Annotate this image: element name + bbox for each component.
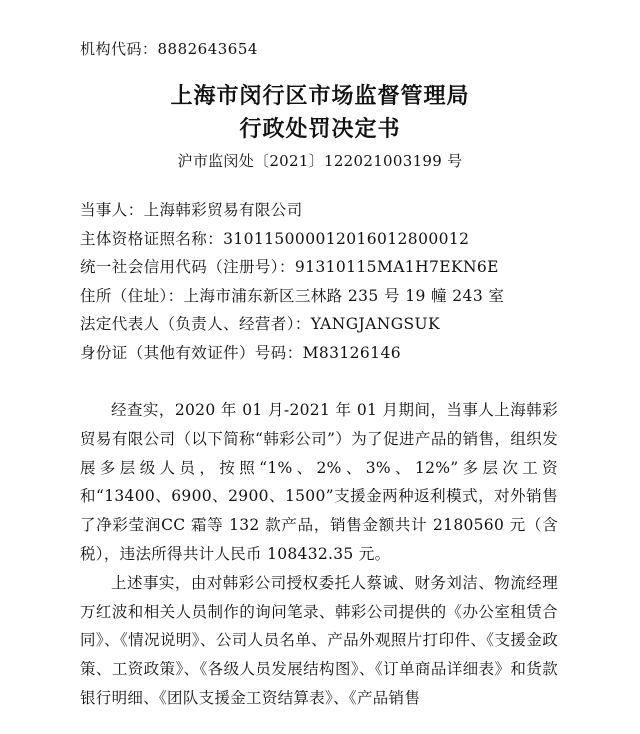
document-body	[80, 396, 558, 713]
org-code: 机构代码：8882643654	[80, 40, 258, 58]
document-title: 行政处罚决定书	[239, 117, 401, 142]
party-legal-rep: 法定代表人（负责人、经营者）：YANGJANGSUK	[80, 315, 440, 334]
party-id-card: 身份证（其他有效证件）号码：M83126146	[80, 343, 401, 362]
party-credit-code: 统一社会信用代码（注册号）：91310115MA1H7EKN6E	[80, 258, 499, 277]
party-name: 当事人：上海韩彩贸易有限公司	[80, 201, 303, 219]
party-address: 住所（住址）：上海市浦东新区三林路 235 号 19 幢 243 室	[80, 286, 505, 305]
party-info	[80, 196, 600, 368]
party-license: 主体资格证照名称：310115000012016012800012	[80, 229, 470, 248]
document-number: 沪市监闵处〔2021〕122021003199 号	[177, 152, 463, 170]
evidence-paragraph: 上述事实，由对韩彩公司授权委托人蔡诚、财务刘洁、物流经理万红波和相关人员制作的询问笔录、韩彩公司提供的《办公室租赁合同》、《情况说明》、公司人员名单、产品外观照片打印件、《支援金政策、工资政策》、《各级人员发展结构图》、《订单商品详细表》和货款银行明细、《团队支援金工资结算表》、《产品销售	[80, 573, 558, 707]
issuing-authority-title: 上海市闵行区市场监督管理局	[170, 84, 470, 109]
fact-paragraph: 经查实，2020 年 01 月-2021 年 01 月期间，当事人上海韩彩贸易有限公司（以下简称“韩彩公司”）为了促进产品的销售，组织发展多层级人员，按照“1%、2%、3%、12%”多层次工资和“13400、6900、2900、1500”支援金两种返利模式，对外销售了净彩莹润CC 霜等 132 款产品，销售金额共计 2180560 元（含税），违法所得共计人民币 108432.35 元。	[80, 401, 558, 563]
